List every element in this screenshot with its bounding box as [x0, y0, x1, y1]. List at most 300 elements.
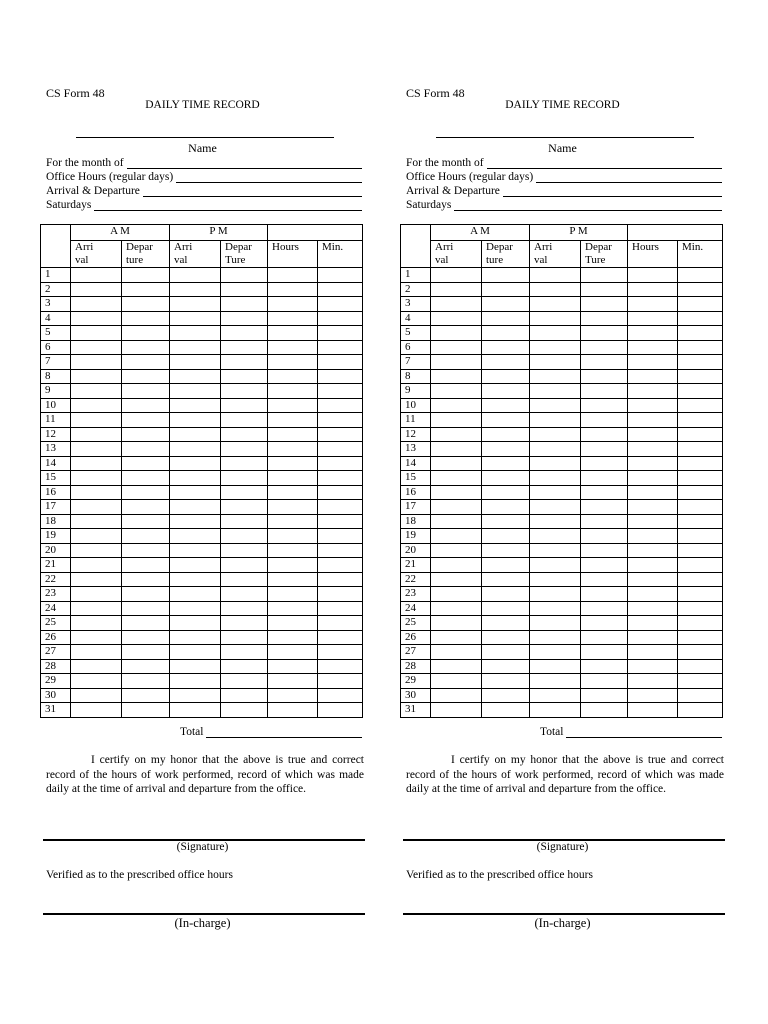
am-arrival-cell[interactable]	[71, 485, 122, 500]
hours-cell[interactable]	[268, 659, 318, 674]
hours-cell[interactable]	[268, 442, 318, 457]
am-arrival-cell[interactable]	[71, 601, 122, 616]
pm-departure-cell[interactable]	[221, 645, 268, 660]
min-cell[interactable]	[318, 369, 363, 384]
hours-cell[interactable]	[628, 311, 678, 326]
pm-departure-cell[interactable]	[221, 674, 268, 689]
pm-arrival-cell[interactable]	[530, 326, 581, 341]
am-departure-cell[interactable]	[482, 369, 530, 384]
month-field[interactable]	[46, 155, 362, 169]
am-arrival-cell[interactable]	[71, 413, 122, 428]
name-field-line[interactable]	[76, 137, 334, 138]
pm-arrival-cell[interactable]	[170, 456, 221, 471]
am-arrival-cell[interactable]	[71, 297, 122, 312]
total-field[interactable]	[540, 726, 722, 738]
pm-departure-cell[interactable]	[581, 471, 628, 486]
pm-departure-cell[interactable]	[581, 703, 628, 718]
pm-departure-cell[interactable]	[581, 500, 628, 515]
am-departure-cell[interactable]	[122, 572, 170, 587]
hours-cell[interactable]	[628, 456, 678, 471]
min-cell[interactable]	[678, 282, 723, 297]
min-cell[interactable]	[678, 659, 723, 674]
pm-arrival-cell[interactable]	[530, 442, 581, 457]
am-arrival-cell[interactable]	[71, 456, 122, 471]
pm-departure-cell[interactable]	[221, 587, 268, 602]
min-cell[interactable]	[318, 616, 363, 631]
pm-departure-cell[interactable]	[221, 572, 268, 587]
min-cell[interactable]	[678, 630, 723, 645]
total-field[interactable]	[180, 726, 362, 738]
am-departure-cell[interactable]	[482, 384, 530, 399]
pm-departure-cell[interactable]	[581, 427, 628, 442]
min-cell[interactable]	[318, 398, 363, 413]
pm-departure-cell[interactable]	[221, 514, 268, 529]
min-cell[interactable]	[678, 500, 723, 515]
hours-cell[interactable]	[268, 514, 318, 529]
am-departure-cell[interactable]	[122, 297, 170, 312]
min-cell[interactable]	[678, 674, 723, 689]
pm-departure-cell[interactable]	[221, 471, 268, 486]
min-cell[interactable]	[318, 674, 363, 689]
min-cell[interactable]	[678, 413, 723, 428]
pm-departure-cell[interactable]	[221, 282, 268, 297]
am-arrival-cell[interactable]	[71, 384, 122, 399]
pm-arrival-cell[interactable]	[170, 268, 221, 283]
am-arrival-cell[interactable]	[71, 674, 122, 689]
min-cell[interactable]	[678, 384, 723, 399]
pm-departure-cell[interactable]	[581, 529, 628, 544]
arrival-departure-field[interactable]	[46, 183, 362, 197]
pm-departure-cell[interactable]	[221, 427, 268, 442]
am-arrival-cell[interactable]	[71, 587, 122, 602]
min-cell[interactable]	[318, 442, 363, 457]
min-cell[interactable]	[318, 311, 363, 326]
pm-departure-cell[interactable]	[221, 398, 268, 413]
hours-cell[interactable]	[268, 630, 318, 645]
pm-departure-cell[interactable]	[221, 616, 268, 631]
hours-cell[interactable]	[268, 587, 318, 602]
min-cell[interactable]	[678, 514, 723, 529]
am-arrival-cell[interactable]	[431, 340, 482, 355]
hours-cell[interactable]	[628, 630, 678, 645]
incharge-signature-line[interactable]	[403, 913, 725, 915]
hours-cell[interactable]	[628, 703, 678, 718]
min-cell[interactable]	[318, 427, 363, 442]
pm-arrival-cell[interactable]	[530, 645, 581, 660]
hours-cell[interactable]	[268, 282, 318, 297]
pm-departure-cell[interactable]	[221, 543, 268, 558]
pm-arrival-cell[interactable]	[170, 369, 221, 384]
hours-cell[interactable]	[628, 674, 678, 689]
am-arrival-cell[interactable]	[71, 268, 122, 283]
pm-departure-cell[interactable]	[221, 558, 268, 573]
am-arrival-cell[interactable]	[71, 659, 122, 674]
am-departure-cell[interactable]	[482, 427, 530, 442]
am-departure-cell[interactable]	[122, 543, 170, 558]
am-departure-cell[interactable]	[122, 674, 170, 689]
am-arrival-cell[interactable]	[71, 398, 122, 413]
pm-arrival-cell[interactable]	[530, 674, 581, 689]
hours-cell[interactable]	[268, 268, 318, 283]
am-departure-cell[interactable]	[482, 297, 530, 312]
hours-cell[interactable]	[268, 703, 318, 718]
am-departure-cell[interactable]	[122, 529, 170, 544]
hours-cell[interactable]	[628, 355, 678, 370]
pm-arrival-cell[interactable]	[170, 485, 221, 500]
hours-cell[interactable]	[628, 688, 678, 703]
am-departure-cell[interactable]	[482, 456, 530, 471]
am-arrival-cell[interactable]	[431, 645, 482, 660]
am-arrival-cell[interactable]	[431, 688, 482, 703]
pm-departure-cell[interactable]	[581, 688, 628, 703]
hours-cell[interactable]	[268, 326, 318, 341]
pm-arrival-cell[interactable]	[530, 369, 581, 384]
am-departure-cell[interactable]	[122, 369, 170, 384]
min-cell[interactable]	[678, 601, 723, 616]
hours-cell[interactable]	[628, 572, 678, 587]
pm-arrival-cell[interactable]	[170, 630, 221, 645]
pm-departure-cell[interactable]	[581, 616, 628, 631]
am-departure-cell[interactable]	[122, 326, 170, 341]
pm-arrival-cell[interactable]	[530, 485, 581, 500]
hours-cell[interactable]	[268, 355, 318, 370]
min-cell[interactable]	[678, 268, 723, 283]
am-arrival-cell[interactable]	[431, 514, 482, 529]
pm-departure-cell[interactable]	[221, 659, 268, 674]
hours-cell[interactable]	[628, 427, 678, 442]
hours-cell[interactable]	[628, 659, 678, 674]
am-arrival-cell[interactable]	[431, 369, 482, 384]
am-departure-cell[interactable]	[482, 268, 530, 283]
hours-cell[interactable]	[628, 645, 678, 660]
pm-arrival-cell[interactable]	[530, 529, 581, 544]
am-departure-cell[interactable]	[122, 500, 170, 515]
am-departure-cell[interactable]	[482, 558, 530, 573]
pm-arrival-cell[interactable]	[170, 674, 221, 689]
pm-departure-cell[interactable]	[221, 500, 268, 515]
pm-arrival-cell[interactable]	[170, 543, 221, 558]
pm-departure-cell[interactable]	[581, 398, 628, 413]
pm-arrival-cell[interactable]	[170, 529, 221, 544]
hours-cell[interactable]	[268, 485, 318, 500]
am-departure-cell[interactable]	[122, 442, 170, 457]
pm-arrival-cell[interactable]	[530, 456, 581, 471]
am-departure-cell[interactable]	[482, 587, 530, 602]
am-arrival-cell[interactable]	[71, 645, 122, 660]
office-hours-field[interactable]	[46, 169, 362, 183]
am-departure-cell[interactable]	[122, 355, 170, 370]
am-arrival-cell[interactable]	[431, 674, 482, 689]
pm-departure-cell[interactable]	[581, 311, 628, 326]
am-departure-cell[interactable]	[122, 340, 170, 355]
hours-cell[interactable]	[268, 398, 318, 413]
pm-departure-cell[interactable]	[581, 601, 628, 616]
am-departure-cell[interactable]	[482, 326, 530, 341]
am-departure-cell[interactable]	[122, 268, 170, 283]
hours-cell[interactable]	[628, 471, 678, 486]
am-arrival-cell[interactable]	[71, 616, 122, 631]
am-arrival-cell[interactable]	[431, 268, 482, 283]
hours-cell[interactable]	[268, 688, 318, 703]
hours-cell[interactable]	[268, 384, 318, 399]
min-cell[interactable]	[678, 645, 723, 660]
am-arrival-cell[interactable]	[431, 572, 482, 587]
pm-arrival-cell[interactable]	[170, 616, 221, 631]
min-cell[interactable]	[678, 340, 723, 355]
pm-arrival-cell[interactable]	[170, 427, 221, 442]
am-arrival-cell[interactable]	[431, 485, 482, 500]
pm-departure-cell[interactable]	[581, 587, 628, 602]
pm-arrival-cell[interactable]	[530, 616, 581, 631]
am-arrival-cell[interactable]	[431, 456, 482, 471]
pm-departure-cell[interactable]	[221, 326, 268, 341]
pm-departure-cell[interactable]	[221, 630, 268, 645]
pm-departure-cell[interactable]	[221, 601, 268, 616]
pm-arrival-cell[interactable]	[170, 587, 221, 602]
pm-arrival-cell[interactable]	[170, 355, 221, 370]
min-cell[interactable]	[678, 398, 723, 413]
pm-departure-cell[interactable]	[581, 659, 628, 674]
hours-cell[interactable]	[268, 413, 318, 428]
min-cell[interactable]	[318, 645, 363, 660]
pm-arrival-cell[interactable]	[170, 601, 221, 616]
pm-arrival-cell[interactable]	[530, 543, 581, 558]
pm-arrival-cell[interactable]	[530, 384, 581, 399]
am-arrival-cell[interactable]	[71, 471, 122, 486]
hours-cell[interactable]	[268, 616, 318, 631]
am-departure-cell[interactable]	[122, 485, 170, 500]
hours-cell[interactable]	[628, 587, 678, 602]
am-arrival-cell[interactable]	[71, 355, 122, 370]
am-departure-cell[interactable]	[122, 471, 170, 486]
min-cell[interactable]	[318, 268, 363, 283]
am-arrival-cell[interactable]	[71, 543, 122, 558]
min-cell[interactable]	[318, 688, 363, 703]
min-cell[interactable]	[318, 326, 363, 341]
min-cell[interactable]	[318, 630, 363, 645]
am-arrival-cell[interactable]	[431, 326, 482, 341]
am-departure-cell[interactable]	[122, 282, 170, 297]
am-departure-cell[interactable]	[122, 659, 170, 674]
hours-cell[interactable]	[268, 558, 318, 573]
am-arrival-cell[interactable]	[71, 572, 122, 587]
pm-arrival-cell[interactable]	[170, 398, 221, 413]
am-arrival-cell[interactable]	[431, 398, 482, 413]
pm-departure-cell[interactable]	[221, 703, 268, 718]
pm-arrival-cell[interactable]	[170, 703, 221, 718]
min-cell[interactable]	[318, 413, 363, 428]
pm-departure-cell[interactable]	[581, 674, 628, 689]
pm-arrival-cell[interactable]	[530, 355, 581, 370]
pm-arrival-cell[interactable]	[530, 514, 581, 529]
pm-arrival-cell[interactable]	[170, 297, 221, 312]
pm-departure-cell[interactable]	[581, 558, 628, 573]
am-arrival-cell[interactable]	[71, 326, 122, 341]
am-departure-cell[interactable]	[482, 601, 530, 616]
min-cell[interactable]	[678, 427, 723, 442]
min-cell[interactable]	[318, 485, 363, 500]
hours-cell[interactable]	[268, 311, 318, 326]
hours-cell[interactable]	[628, 340, 678, 355]
pm-arrival-cell[interactable]	[530, 413, 581, 428]
am-departure-cell[interactable]	[122, 427, 170, 442]
am-departure-cell[interactable]	[482, 703, 530, 718]
min-cell[interactable]	[318, 558, 363, 573]
am-arrival-cell[interactable]	[431, 601, 482, 616]
hours-cell[interactable]	[268, 601, 318, 616]
am-arrival-cell[interactable]	[431, 427, 482, 442]
pm-arrival-cell[interactable]	[170, 311, 221, 326]
pm-arrival-cell[interactable]	[170, 326, 221, 341]
min-cell[interactable]	[318, 355, 363, 370]
hours-cell[interactable]	[628, 514, 678, 529]
pm-departure-cell[interactable]	[581, 485, 628, 500]
min-cell[interactable]	[318, 456, 363, 471]
am-departure-cell[interactable]	[482, 413, 530, 428]
am-departure-cell[interactable]	[482, 645, 530, 660]
hours-cell[interactable]	[268, 297, 318, 312]
pm-arrival-cell[interactable]	[170, 659, 221, 674]
pm-arrival-cell[interactable]	[170, 340, 221, 355]
hours-cell[interactable]	[628, 398, 678, 413]
pm-arrival-cell[interactable]	[530, 572, 581, 587]
am-departure-cell[interactable]	[482, 471, 530, 486]
am-arrival-cell[interactable]	[431, 543, 482, 558]
hours-cell[interactable]	[628, 297, 678, 312]
am-departure-cell[interactable]	[122, 601, 170, 616]
min-cell[interactable]	[318, 282, 363, 297]
am-departure-cell[interactable]	[122, 558, 170, 573]
am-arrival-cell[interactable]	[71, 630, 122, 645]
hours-cell[interactable]	[268, 572, 318, 587]
pm-departure-cell[interactable]	[581, 297, 628, 312]
am-arrival-cell[interactable]	[431, 442, 482, 457]
am-arrival-cell[interactable]	[431, 297, 482, 312]
am-departure-cell[interactable]	[482, 514, 530, 529]
pm-departure-cell[interactable]	[581, 326, 628, 341]
am-departure-cell[interactable]	[122, 587, 170, 602]
pm-arrival-cell[interactable]	[530, 601, 581, 616]
pm-arrival-cell[interactable]	[530, 340, 581, 355]
min-cell[interactable]	[678, 485, 723, 500]
pm-arrival-cell[interactable]	[530, 659, 581, 674]
pm-arrival-cell[interactable]	[530, 297, 581, 312]
am-arrival-cell[interactable]	[431, 630, 482, 645]
min-cell[interactable]	[678, 471, 723, 486]
hours-cell[interactable]	[268, 500, 318, 515]
pm-departure-cell[interactable]	[221, 268, 268, 283]
pm-arrival-cell[interactable]	[530, 282, 581, 297]
pm-arrival-cell[interactable]	[530, 688, 581, 703]
min-cell[interactable]	[678, 311, 723, 326]
am-arrival-cell[interactable]	[71, 282, 122, 297]
am-departure-cell[interactable]	[482, 311, 530, 326]
am-arrival-cell[interactable]	[71, 427, 122, 442]
am-arrival-cell[interactable]	[71, 442, 122, 457]
min-cell[interactable]	[678, 297, 723, 312]
hours-cell[interactable]	[628, 529, 678, 544]
pm-arrival-cell[interactable]	[170, 688, 221, 703]
am-arrival-cell[interactable]	[431, 616, 482, 631]
am-departure-cell[interactable]	[482, 674, 530, 689]
hours-cell[interactable]	[628, 616, 678, 631]
min-cell[interactable]	[678, 369, 723, 384]
am-departure-cell[interactable]	[482, 485, 530, 500]
pm-departure-cell[interactable]	[581, 572, 628, 587]
pm-departure-cell[interactable]	[221, 442, 268, 457]
am-arrival-cell[interactable]	[431, 558, 482, 573]
min-cell[interactable]	[678, 543, 723, 558]
hours-cell[interactable]	[628, 442, 678, 457]
am-departure-cell[interactable]	[482, 500, 530, 515]
min-cell[interactable]	[318, 471, 363, 486]
min-cell[interactable]	[678, 616, 723, 631]
am-departure-cell[interactable]	[482, 529, 530, 544]
min-cell[interactable]	[318, 703, 363, 718]
pm-arrival-cell[interactable]	[170, 442, 221, 457]
min-cell[interactable]	[678, 456, 723, 471]
pm-arrival-cell[interactable]	[530, 398, 581, 413]
pm-arrival-cell[interactable]	[530, 587, 581, 602]
pm-arrival-cell[interactable]	[170, 514, 221, 529]
hours-cell[interactable]	[268, 543, 318, 558]
hours-cell[interactable]	[268, 340, 318, 355]
min-cell[interactable]	[678, 558, 723, 573]
pm-departure-cell[interactable]	[221, 456, 268, 471]
pm-departure-cell[interactable]	[221, 355, 268, 370]
min-cell[interactable]	[318, 297, 363, 312]
am-departure-cell[interactable]	[122, 384, 170, 399]
hours-cell[interactable]	[628, 543, 678, 558]
min-cell[interactable]	[318, 384, 363, 399]
am-departure-cell[interactable]	[122, 630, 170, 645]
pm-departure-cell[interactable]	[581, 413, 628, 428]
hours-cell[interactable]	[628, 485, 678, 500]
am-arrival-cell[interactable]	[431, 529, 482, 544]
am-arrival-cell[interactable]	[431, 311, 482, 326]
min-cell[interactable]	[318, 500, 363, 515]
pm-arrival-cell[interactable]	[530, 500, 581, 515]
am-departure-cell[interactable]	[482, 355, 530, 370]
am-departure-cell[interactable]	[482, 616, 530, 631]
am-departure-cell[interactable]	[482, 688, 530, 703]
am-arrival-cell[interactable]	[71, 514, 122, 529]
min-cell[interactable]	[318, 543, 363, 558]
min-cell[interactable]	[318, 529, 363, 544]
min-cell[interactable]	[318, 587, 363, 602]
pm-arrival-cell[interactable]	[170, 384, 221, 399]
hours-cell[interactable]	[628, 413, 678, 428]
pm-departure-cell[interactable]	[581, 384, 628, 399]
pm-departure-cell[interactable]	[581, 340, 628, 355]
pm-departure-cell[interactable]	[221, 413, 268, 428]
min-cell[interactable]	[318, 340, 363, 355]
min-cell[interactable]	[678, 587, 723, 602]
pm-departure-cell[interactable]	[581, 355, 628, 370]
hours-cell[interactable]	[268, 427, 318, 442]
am-departure-cell[interactable]	[122, 703, 170, 718]
am-departure-cell[interactable]	[482, 340, 530, 355]
am-arrival-cell[interactable]	[71, 369, 122, 384]
office-hours-field[interactable]	[406, 169, 722, 183]
pm-departure-cell[interactable]	[221, 311, 268, 326]
arrival-departure-field[interactable]	[406, 183, 722, 197]
incharge-signature-line[interactable]	[43, 913, 365, 915]
am-arrival-cell[interactable]	[431, 413, 482, 428]
am-departure-cell[interactable]	[122, 688, 170, 703]
min-cell[interactable]	[318, 601, 363, 616]
hours-cell[interactable]	[268, 471, 318, 486]
